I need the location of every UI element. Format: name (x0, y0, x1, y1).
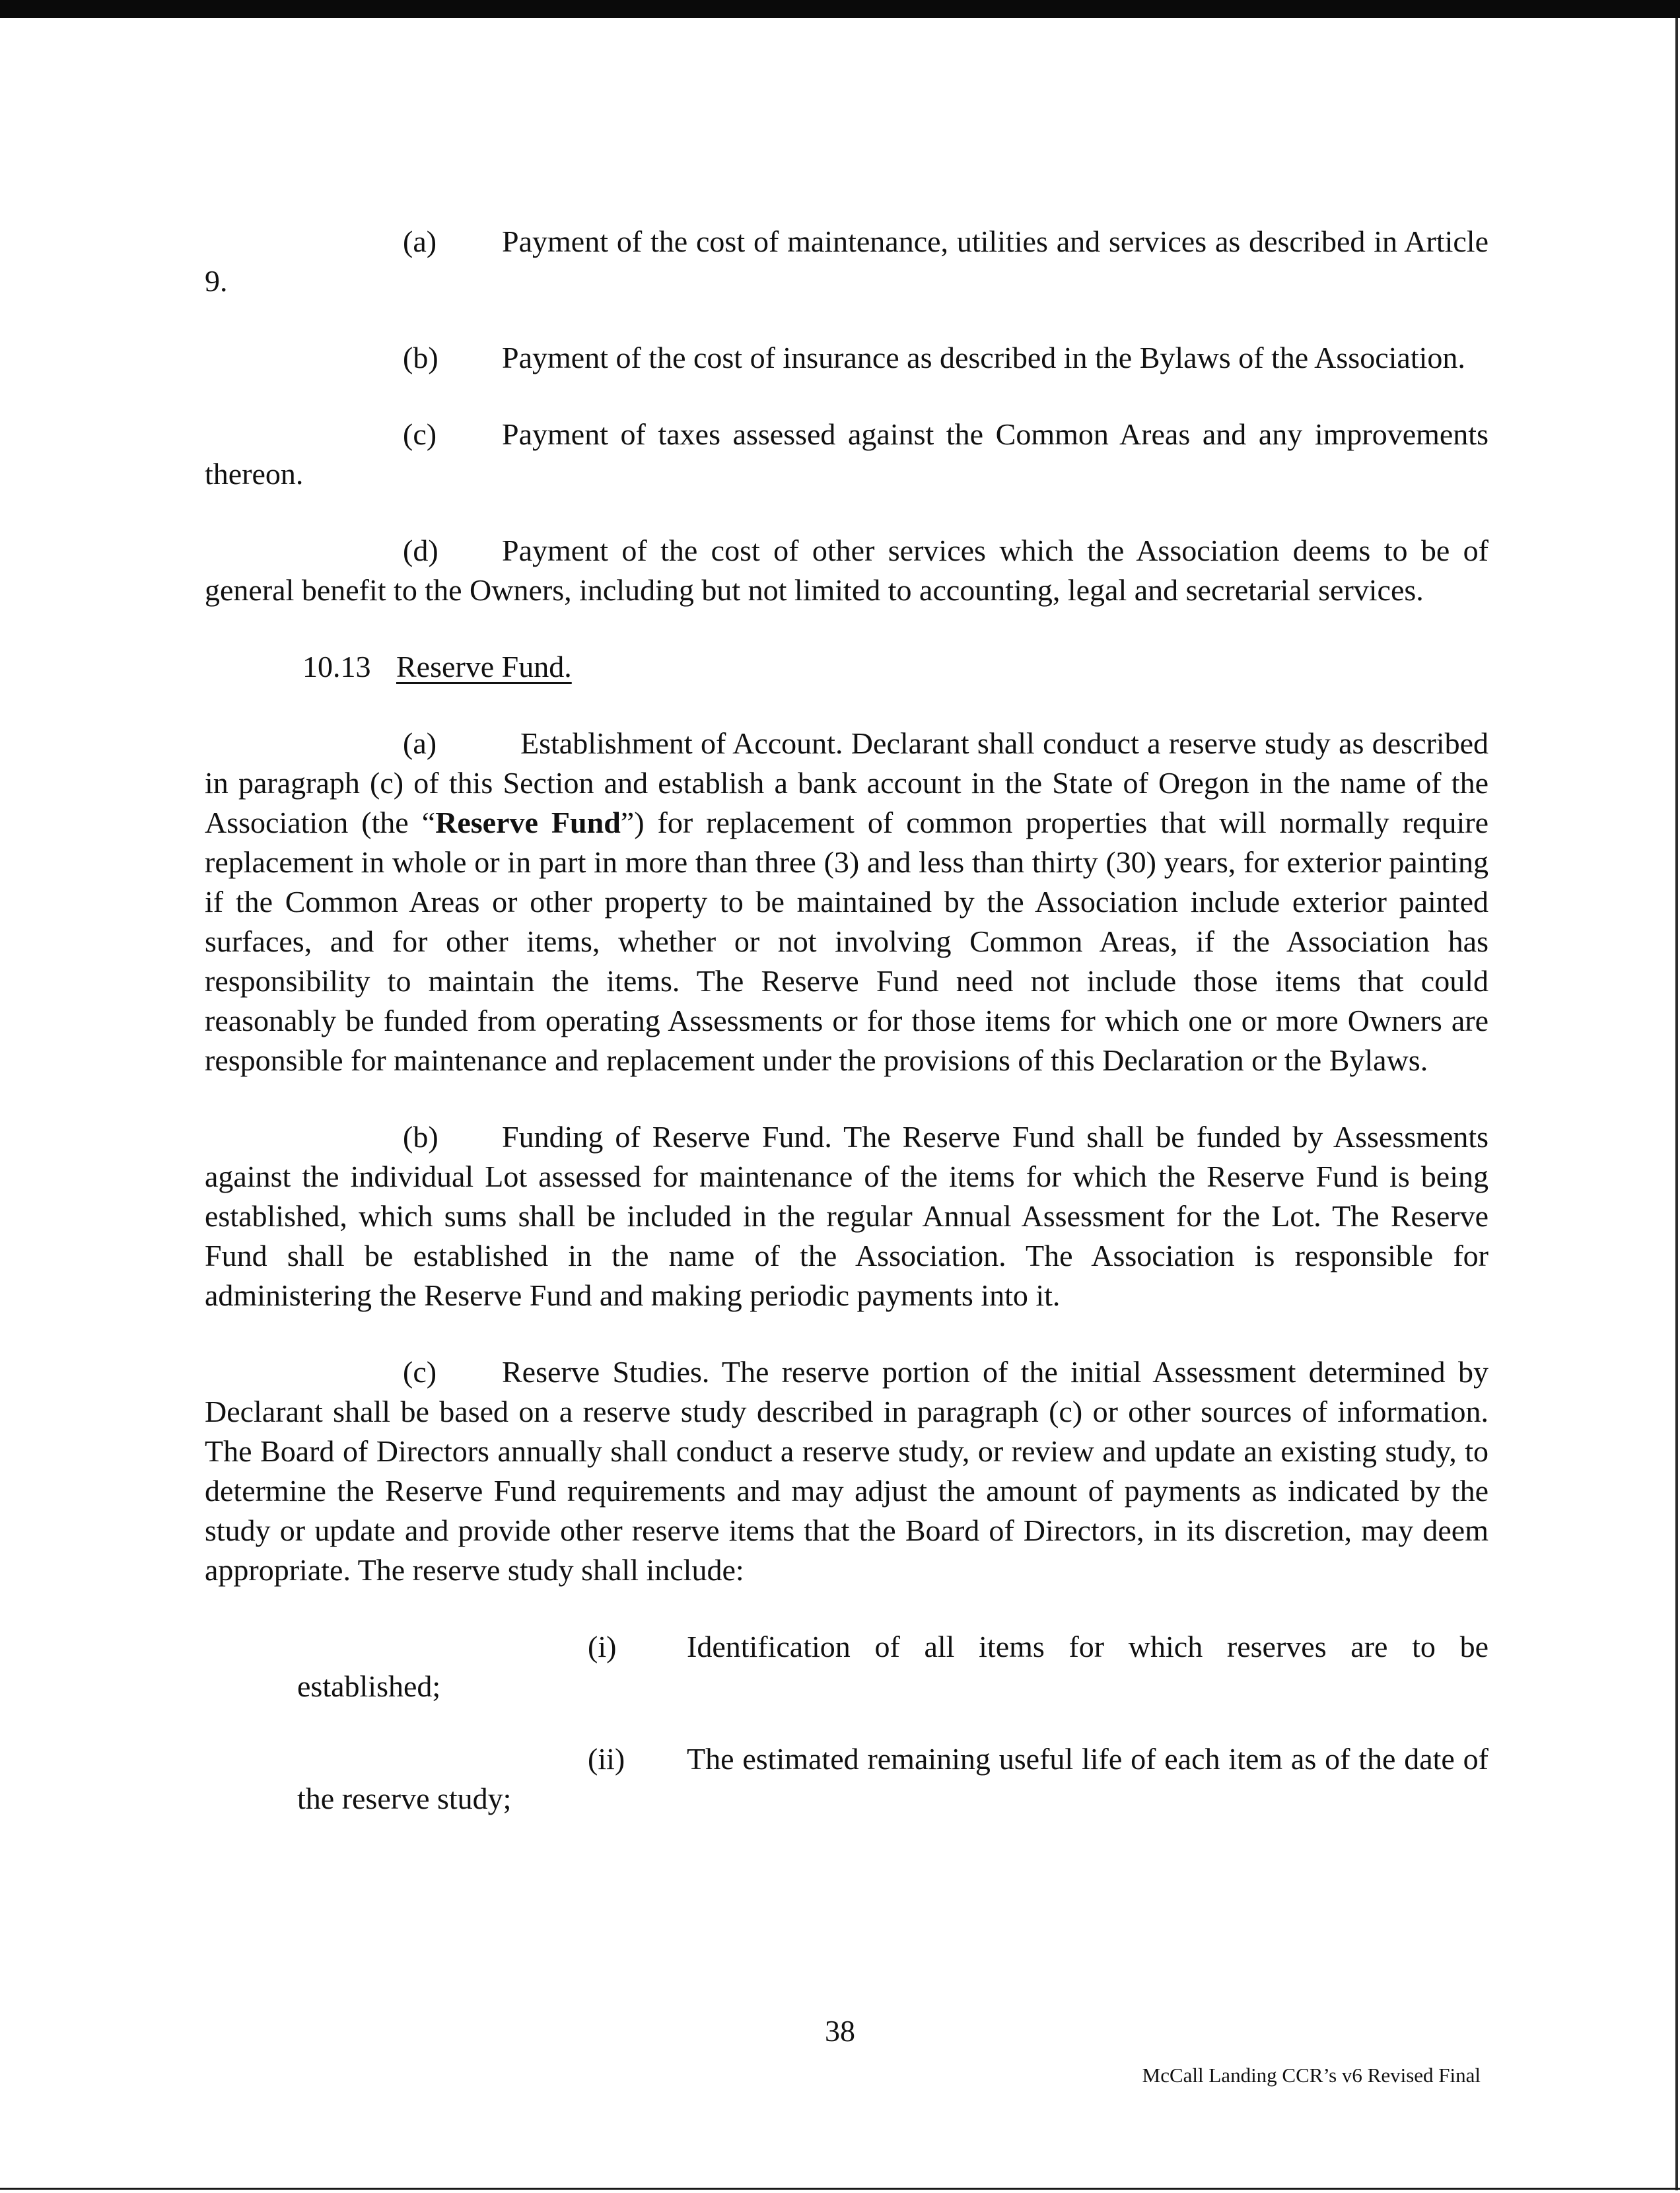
item-text: The estimated remaining useful life of each item as of the date of the reserve study; (297, 1742, 1488, 1815)
item-text-before: Establishment of Account. Declarant shall conduct a reserve study as described in paragraph (c) of this Section and establish a bank account in the State of Oregon in the name of the Association (the “ (205, 726, 1488, 839)
item-text: Funding of Reserve Fund. The Reserve Fund shall be funded by Assessments against the individual Lot assessed for maintenance of the items for which the Reserve Fund is being established, which sums shall be included in the regular Annual Assessment for the Lot. The Reserve Fund shall be established in the name of the Association. The Association is responsible for administering the Reserve Fund and making periodic payments into it. (205, 1120, 1488, 1312)
defined-term: Reserve Fund (435, 806, 621, 839)
section-heading (205, 647, 1488, 687)
item-text: Identification of all items for which reserves are to be established; (297, 1630, 1488, 1703)
scan-right-border (1675, 18, 1678, 2190)
scan-top-border (0, 0, 1680, 18)
footer-document-id: McCall Landing CCR’s v6 Revised Final (1142, 2064, 1481, 2087)
item-label: (d) (403, 534, 438, 567)
item-label: (b) (403, 341, 438, 374)
list-item-d (205, 531, 1488, 610)
item-text: Payment of the cost of maintenance, utilities and services as described in Article 9. (205, 225, 1488, 298)
item-text: Payment of the cost of other services which the Association deems to be of general benefit to the Owners, including but not limited to accounting, legal and secretarial services. (205, 534, 1488, 607)
list-item-c (205, 415, 1488, 494)
item-text: Payment of the cost of insurance as described in the Bylaws of the Association. (502, 341, 1465, 374)
item-label: (a) (403, 225, 437, 258)
reserve-item-c (205, 1352, 1488, 1590)
reserve-item-a (205, 724, 1488, 1080)
list-item-a (205, 222, 1488, 301)
section-title: Reserve Fund. (396, 650, 572, 683)
study-item-i (205, 1627, 1488, 1706)
scan-bottom-border (0, 2188, 1680, 2190)
item-label: (ii) (588, 1742, 625, 1776)
section-number: 10.13 (302, 650, 371, 683)
page-number: 38 (825, 2014, 855, 2048)
item-label: (b) (403, 1120, 438, 1154)
study-item-ii (205, 1739, 1488, 1819)
list-item-b (205, 338, 1488, 378)
item-label: (c) (403, 417, 437, 451)
item-label: (a) (403, 726, 437, 760)
reserve-item-b (205, 1117, 1488, 1315)
item-label: (c) (403, 1355, 437, 1389)
item-text: Payment of taxes assessed against the Common Areas and any improvements thereon. (205, 417, 1488, 491)
item-label: (i) (588, 1630, 617, 1663)
item-text-after: ”) for replacement of common properties that will normally require replacement in whole or in part in more than three (3) and less than thirty (30) years, for exterior painting if the Common Areas or other property to be maintained by the Association include exterior painted surfaces, and for other items, whether or not involving Common Areas, if the Association has responsibility to maintain the items. The Reserve Fund need not include those items that could reasonably be funded from operating Assessments or for those items for which one or more Owners are responsible for maintenance and replacement under the provisions of this Declaration or the Bylaws. (205, 806, 1488, 1077)
document-body (205, 222, 1488, 1819)
item-text: Reserve Studies. The reserve portion of the initial Assessment determined by Declarant shall be based on a reserve study described in paragraph (c) or other sources of information. The Board of Directors annually shall conduct a reserve study, or review and update an existing study, to determine the Reserve Fund requirements and may adjust the amount of payments as indicated by the study or update and provide other reserve items that the Board of Directors, in its discretion, may deem appropriate. The reserve study shall include: (205, 1355, 1488, 1587)
